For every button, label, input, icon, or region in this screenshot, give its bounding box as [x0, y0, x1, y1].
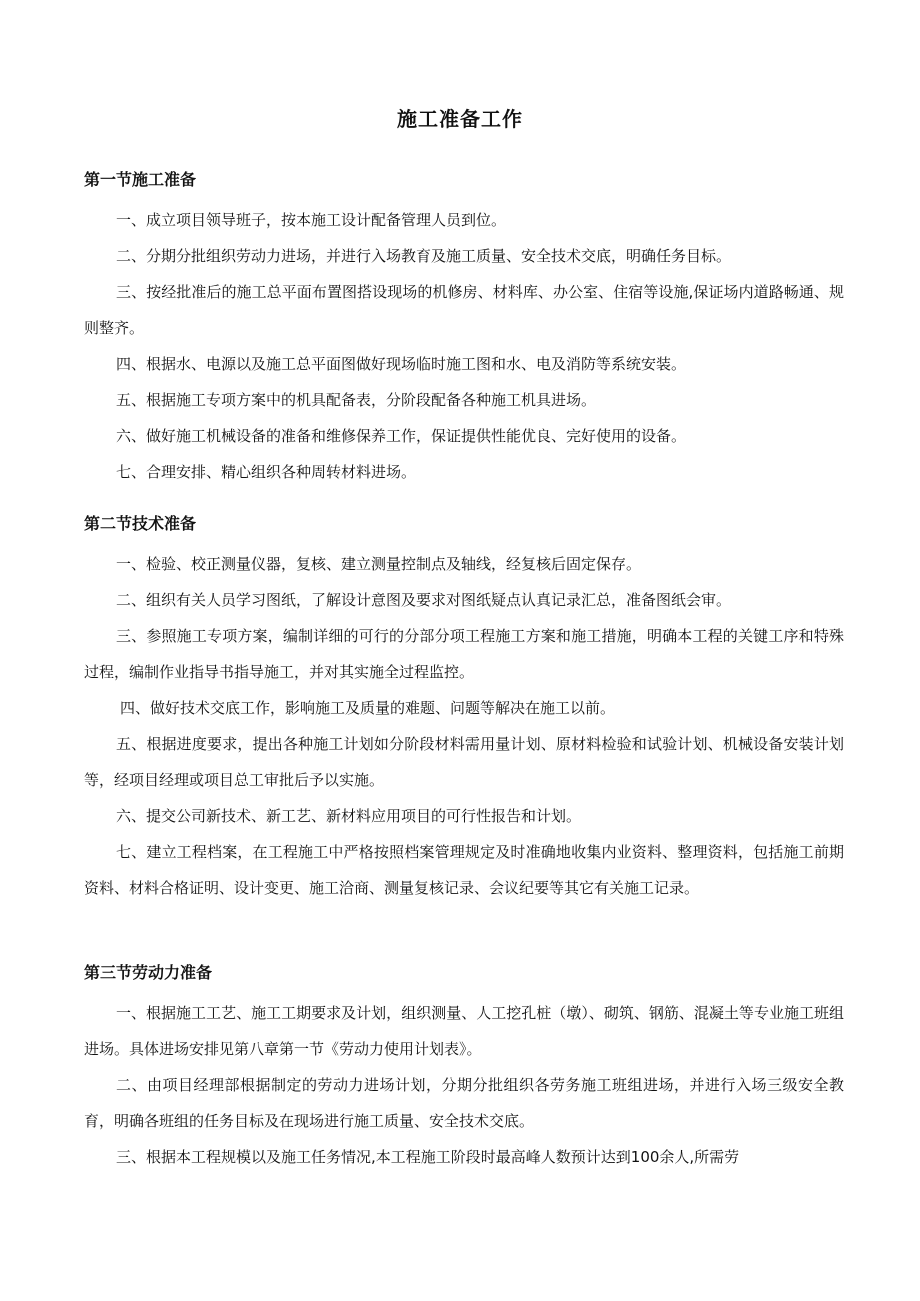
- paragraph: 七、合理安排、精心组织各种周转材料进场。: [116, 463, 417, 481]
- paragraph: 六、做好施工机械设备的准备和维修保养工作，保证提供性能优良、完好使用的设备。: [116, 427, 687, 445]
- paragraph: 三、参照施工专项方案，编制详细的可行的分部分项工程施工方案和施工措施，明确本工程的关键工序和特殊过程，编制作业指导书指导施工，并对其实施全过程监控。: [84, 627, 844, 681]
- paragraph: 六、提交公司新技术、新工艺、新材料应用项目的可行性报告和计划。: [116, 807, 582, 825]
- paragraph: 三、按经批准后的施工总平面布置图搭设现场的机修房、材料库、办公室、住宿等设施,保证场内道路畅通、规则整齐。: [84, 283, 844, 337]
- section-construction-prep: [84, 168, 844, 490]
- paragraph: 二、组织有关人员学习图纸，了解设计意图及要求对图纸疑点认真记录汇总，准备图纸会审。: [116, 591, 732, 609]
- section-heading: 第一节施工准备: [84, 170, 197, 189]
- section-heading: 第二节技术准备: [84, 514, 197, 533]
- section-labor-prep: [84, 961, 844, 1175]
- document-title: 施工准备工作: [397, 107, 523, 131]
- paragraph: 一、成立项目领导班子，按本施工设计配备管理人员到位。: [116, 211, 507, 229]
- section-heading: 第三节劳动力准备: [84, 963, 213, 982]
- paragraph: 四、做好技术交底工作，影响施工及质量的难题、问题等解决在施工以前。: [120, 699, 616, 717]
- paragraph: 一、根据施工工艺、施工工期要求及计划，组织测量、人工挖孔桩（墩）、砌筑、钢筋、混凝土等专业施工班组进场。具体进场安排见第八章第一节《劳动力使用计划表》。: [84, 1004, 844, 1058]
- paragraph: 一、检验、校正测量仪器，复核、建立测量控制点及轴线，经复核后固定保存。: [116, 555, 642, 573]
- paragraph: 五、根据施工专项方案中的机具配备表，分阶段配备各种施工机具进场。: [116, 391, 597, 409]
- section-technical-prep: [84, 512, 844, 906]
- paragraph: 四、根据水、电源以及施工总平面图做好现场临时施工图和水、电及消防等系统安装。: [116, 355, 687, 373]
- paragraph: 二、分期分批组织劳动力进场，并进行入场教育及施工质量、安全技术交底，明确任务目标。: [116, 247, 732, 265]
- paragraph: 七、建立工程档案，在工程施工中严格按照档案管理规定及时准确地收集内业资料、整理资料，包括施工前期资料、材料合格证明、设计变更、施工洽商、测量复核记录、会议纪要等其它有关施工记录。: [84, 843, 844, 897]
- paragraph: 二、由项目经理部根据制定的劳动力进场计划，分期分批组织各劳务施工班组进场，并进行入场三级安全教育，明确各班组的任务目标及在现场进行施工质量、安全技术交底。: [84, 1076, 844, 1130]
- paragraph: 五、根据进度要求，提出各种施工计划如分阶段材料需用量计划、原材料检验和试验计划、机械设备安装计划等，经项目经理或项目总工审批后予以实施。: [84, 735, 844, 789]
- paragraph: 三、根据本工程规模以及施工任务情况,本工程施工阶段时最高峰人数预计达到100余人,所需劳: [116, 1148, 740, 1166]
